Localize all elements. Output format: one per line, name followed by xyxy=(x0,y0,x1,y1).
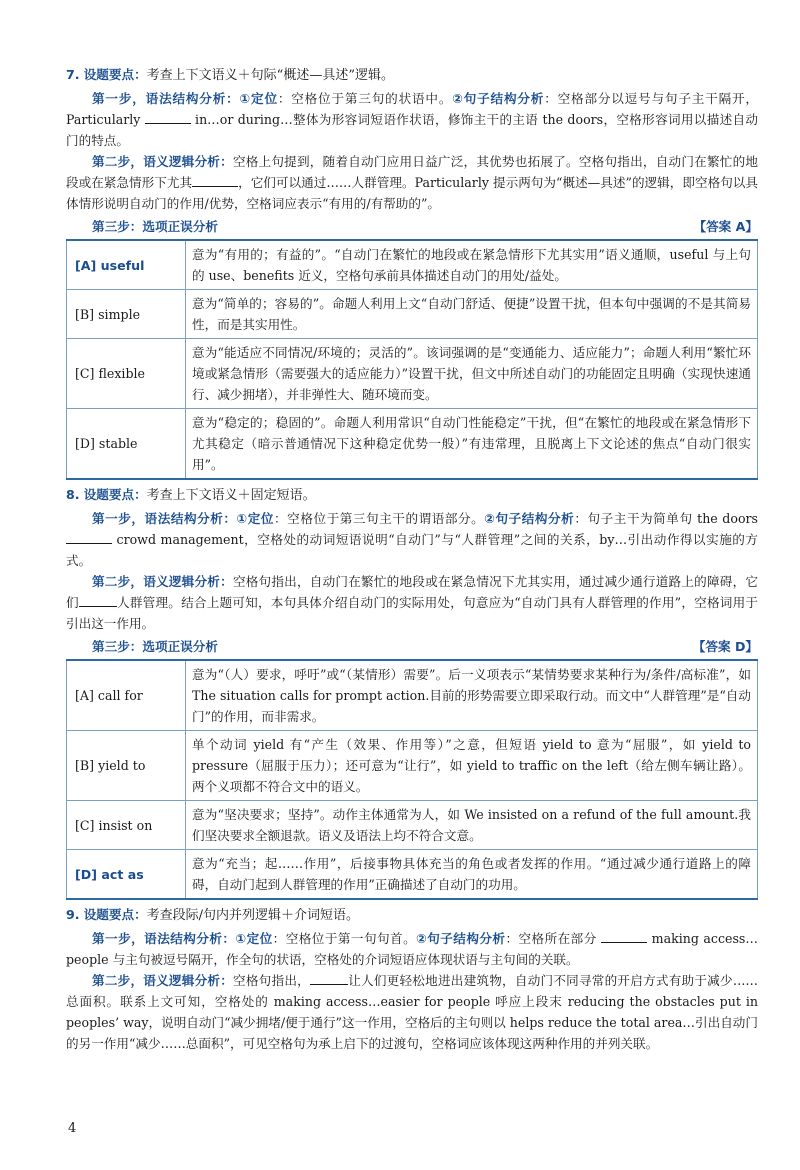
option-explanation: 意为“稳定的；稳固的”。命题人利用常识“自动门性能稳定”干扰，但“在繁忙的地段或在紧急情形下尤其稳定（暗示普通情况下这种稳定优势一般）”有违常理，且脱离上下文论述的焦点“自动门很实用”。 xyxy=(186,409,758,480)
option-explanation: 意为“有用的；有益的”。“自动门在繁忙的地段或在紧急情形下尤其实用”语义通顺，useful 与上句的 use、benefits 近义，空格句承前具体描述自动门的用处/益处。 xyxy=(186,240,758,290)
q9-step1 xyxy=(66,928,758,970)
q7-step1-locate: ①定位 xyxy=(239,91,278,106)
q9-step1-structure-text-2: making access…people 与主句被逗号隔开，作全句的状语，空格处的介词短语应体现状语与主句间的关联。 xyxy=(66,931,758,967)
q9-label: 设题要点： xyxy=(83,907,147,922)
q7-number: 7. xyxy=(66,67,80,82)
q7-label: 设题要点： xyxy=(83,67,147,82)
q9-number: 9. xyxy=(66,907,80,922)
blank xyxy=(192,174,238,187)
table-row xyxy=(67,731,758,801)
q8-heading xyxy=(66,484,758,506)
q7-heading xyxy=(66,64,758,86)
q8-step1-structure-text-2: crowd management，空格处的动词短语说明“自动门”与“人群管理”之间的关系，by…引出动作得以实施的方式。 xyxy=(66,532,758,568)
q7-step1-structure-text-2: in…or during…整体为形容词短语作状语，修饰主干的主语 the doors，空格形容词用以描述自动门的特点。 xyxy=(66,112,758,148)
q9-heading xyxy=(66,904,758,926)
q7-answer: 【答案 A】 xyxy=(693,219,758,234)
option-label: [A] useful xyxy=(67,240,186,290)
q7-step1-label: 第一步，语法结构分析： xyxy=(92,91,240,106)
q7-step2-label: 第二步，语义逻辑分析： xyxy=(92,154,233,169)
blank xyxy=(601,930,647,943)
q9-step2-text-2: 让人们更轻松地进出建筑物，自动门不同寻常的开启方式有助于减少……总面积。联系上文可知，空格处的 making access…easier for people 呼应上段末 reducing the obstacles put in peoples’ way，说明自动门“减少拥堵/便于通行”这一作用，空格后的主句则以 helps reduce the total area…引出自动门的另一作用“减少……总面积”，可见空格句为承上启下的过渡句，空格词应该体现这两种作用的并列关联。 xyxy=(66,973,759,1051)
q7-text: 考查上下文语义＋句际“概述—具述”逻辑。 xyxy=(146,68,394,83)
table-row xyxy=(67,290,758,339)
q8-step1-structure-text: ：句子主干为简单句 the doors xyxy=(574,511,759,526)
q8-step2-text: 空格句指出，自动门在繁忙的地段或在紧急情况下尤其实用，通过减少通行道路上的障碍，它们 xyxy=(66,574,759,610)
option-label: [C] insist on xyxy=(67,801,186,850)
option-explanation: 意为“充当；起……作用”，后接事物具体充当的角色或者发挥的作用。“通过减少通行道路上的障碍，自动门起到人群管理的作用”正确描述了自动门的功用。 xyxy=(186,850,758,900)
q8-step2 xyxy=(66,571,758,634)
q9-step2-text: 空格句指出， xyxy=(233,973,310,988)
q7-step1 xyxy=(66,88,758,151)
q7-step2-text-2: ，它们可以通过……人群管理。Particularly 提示两句为“概述—具述”的逻辑，即空格句以具体情形说明自动门的作用/优势，空格词应表示“有用的/有帮助的”。 xyxy=(66,175,758,211)
q8-step2-label: 第二步，语义逻辑分析： xyxy=(92,574,233,589)
q9-step1-locate-text: ：空格位于第一句句首。 xyxy=(272,931,417,946)
table-row xyxy=(67,850,758,900)
blank xyxy=(66,531,112,544)
q8-step1-locate: ①定位 xyxy=(236,511,275,526)
q8-step2-text-2: 人群管理。结合上题可知，本句具体介绍自动门的实际用处，句意应为“自动门具有人群管理的作用”，空格词用于引出这一作用。 xyxy=(66,595,759,631)
q8-answer: 【答案 D】 xyxy=(692,639,758,654)
q7-step1-structure-text: ：空格部分以逗号与句子主干隔开，Particularly xyxy=(66,91,758,127)
q8-step1-structure: ②句子结构分析 xyxy=(484,511,575,526)
table-row xyxy=(67,339,758,409)
q8-step1-label: 第一步，语法结构分析： xyxy=(92,511,237,526)
q8-number: 8. xyxy=(66,487,80,502)
page-number: 4 xyxy=(68,1121,77,1136)
q9-text: 考查段际/句内并列逻辑＋介词短语。 xyxy=(146,908,360,923)
q7-step2 xyxy=(66,151,758,214)
q8-options-table xyxy=(66,659,758,900)
q9-step2-label: 第二步，语义逻辑分析： xyxy=(92,973,234,988)
table-row xyxy=(67,409,758,480)
q7-step3-row xyxy=(66,216,758,237)
option-label: [B] yield to xyxy=(67,731,186,801)
q9-step1-label: 第一步，语法结构分析： xyxy=(92,931,236,946)
table-row xyxy=(67,801,758,850)
q8-step1-locate-text: ：空格位于第三句主干的谓语部分。 xyxy=(274,511,485,526)
option-explanation: 意为“坚决要求；坚持”。动作主体通常为人，如 We insisted on a refund of the full amount.我们坚决要求全额退款。语义及语法上均不符合文意。 xyxy=(186,801,758,850)
q7-step2-text: 空格上句提到，随着自动门应用日益广泛，其优势也拓展了。空格句指出，自动门在繁忙的地段或在紧急情形下尤其 xyxy=(66,154,759,190)
q7-step1-structure: ②句子结构分析 xyxy=(452,91,545,106)
option-explanation: 意为“简单的；容易的”。命题人利用上文“自动门舒适、便捷”设置干扰，但本句中强调的不是其简易性，而是其实用性。 xyxy=(186,290,758,339)
option-explanation: 意为“能适应不同情况/环境的；灵活的”。该词强调的是“变通能力、适应能力”；命题人利用“繁忙环境或紧急情形（需要强大的适应能力）”设置干扰，但文中所述自动门的功能固定且明确（实现快速通行、减少拥堵），并非弹性大、随环境而变。 xyxy=(186,339,758,409)
q9-step2 xyxy=(66,970,758,1054)
q8-step1 xyxy=(66,508,758,571)
option-label: [B] simple xyxy=(67,290,186,339)
q7-step1-locate-text: ：空格位于第三句的状语中。 xyxy=(277,91,453,106)
option-label: [A] call for xyxy=(67,660,186,731)
blank xyxy=(310,972,348,985)
q7-step3-label: 第三步：选项正误分析 xyxy=(92,219,218,234)
q7-options-table xyxy=(66,239,758,480)
table-row xyxy=(67,660,758,731)
option-label: [D] stable xyxy=(67,409,186,480)
option-label: [D] act as xyxy=(67,850,186,900)
q8-step3-label: 第三步：选项正误分析 xyxy=(92,639,218,654)
q9-step1-structure: ②句子结构分析 xyxy=(416,931,506,946)
blank xyxy=(79,594,117,607)
content xyxy=(66,62,758,1054)
option-label: [C] flexible xyxy=(67,339,186,409)
table-row xyxy=(67,240,758,290)
option-explanation: 单个动词 yield 有“产生（效果、作用等）”之意，但短语 yield to 意为“屈服”，如 yield to pressure（屈服于压力）；还可意为“让行”，如 yield to traffic on the left（给左侧车辆让路）。两个义项都不符合文中的语义。 xyxy=(186,731,758,801)
q9-step1-structure-text: ：空格所在部分 xyxy=(505,931,597,946)
q8-label: 设题要点： xyxy=(83,487,147,502)
q8-text: 考查上下文语义＋固定短语。 xyxy=(146,488,316,503)
q9-step1-locate: ①定位 xyxy=(235,931,273,946)
option-explanation: 意为“（人）要求，呼吁”或“（某情形）需要”。后一义项表示“某情势要求某种行为/条件/高标准”，如 The situation calls for prompt action.目前的形势需要立即采取行动。而文中“人群管理”是“自动门”的作用，而非需求。 xyxy=(186,660,758,731)
q8-step3-row xyxy=(66,636,758,657)
blank xyxy=(145,111,191,124)
